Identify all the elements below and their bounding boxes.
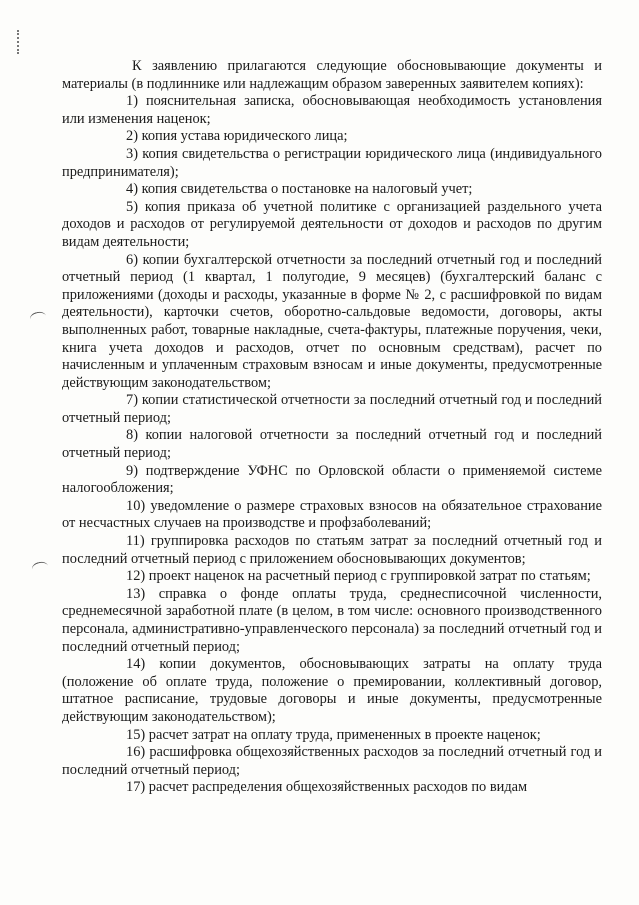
- list-item: 12) проект наценок на расчетный период с группировкой затрат по статьям;: [126, 568, 591, 585]
- list-item: 9) подтверждение УФНС по Орловской области о применяемой системе налогообложения;: [62, 462, 602, 497]
- list-item: 8) копии налоговой отчетности за последний отчетный год и последний отчетный период;: [62, 427, 602, 462]
- list-item: 11) группировка расходов по статьям затрат за последний отчетный год и последний отчетный период с приложением обосновывающих документов;: [62, 533, 602, 567]
- list-item: 2) копия устава юридического лица;: [126, 128, 348, 145]
- document-page: [62, 58, 602, 797]
- list-item: 5) копия приказа об учетной политике с организацией раздельного учета доходов и расходов от регулируемой деятельности от доходов и расходов по другим видам деятельности;: [62, 198, 602, 250]
- hole-punch-mark: [31, 560, 49, 574]
- intro-paragraph: К заявлению прилагаются следующие обосновывающие документы и материалы (в подлиннике или надлежащим образом заверенных заявителем копиях):: [62, 58, 602, 92]
- list-item: 6) копии бухгалтерской отчетности за последний отчетный год и последний отчетный период (1 квартал, 1 полугодие, 9 месяцев) (бухгалтерский баланс с приложениями (доходы и расходы, указанные в форме № 2, с расшифровкой по видам деятельности), карточки счетов, оборотно-сальдовые ведомости, договоры, акты выполненных работ, товарные накладные, счета-фактуры, платежные поручения, чеки, книга учета доходов и расходов, отчет по основным средствам), расчет по начисленным и уплаченным страховым взносам и иные документы, предусмотренные действующим законодательством;: [62, 251, 602, 391]
- document-list: [62, 93, 602, 797]
- list-item: 16) расшифровка общехозяйственных расходов за последний отчетный год и последний отчетный период;: [62, 744, 602, 778]
- list-item: 3) копия свидетельства о регистрации юридического лица (индивидуального предпринимателя);: [62, 145, 602, 180]
- scan-edge-mark: [17, 30, 21, 54]
- list-item: 10) уведомление о размере страховых взносов на обязательное страхование от несчастных случаев на производстве и профзаболеваний;: [62, 497, 602, 532]
- hole-punch-mark: [29, 310, 47, 324]
- list-item: 15) расчет затрат на оплату труда, примененных в проекте наценок;: [126, 726, 541, 743]
- list-item: 17) расчет распределения общехозяйственных расходов по видам: [126, 779, 528, 796]
- list-item: 13) справка о фонде оплаты труда, среднесписочной численности, среднемесячной заработной плате (в целом, в том числе: основного производственного персонала, административно-управленческого персонала) за последний отчетный год и последний отчетный период;: [62, 585, 602, 655]
- list-item: 4) копия свидетельства о постановке на налоговый учет;: [126, 181, 473, 198]
- list-item: 1) пояснительная записка, обосновывающая необходимость установления или изменения наценок;: [62, 93, 602, 127]
- list-item: 14) копии документов, обосновывающих затраты на оплату труда (положение об оплате труда, положение о премировании, коллективный договор, штатное расписание, трудовые договоры и иные документы, предусмотренные действующим законодательством);: [62, 656, 602, 725]
- list-item: 7) копии статистической отчетности за последний отчетный год и последний отчетный период;: [62, 392, 602, 426]
